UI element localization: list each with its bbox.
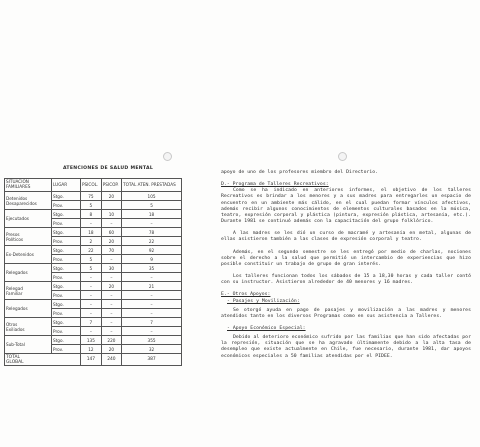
row-lugar: Stgo. bbox=[52, 264, 81, 273]
paragraph: Como se ha indicado en anteriores informes, el objetivo de los talleres Recreativos es brindar a los menores y a sus madres para entregarles un espacio de encuentro en un ambiente más cálido, en el cual puedan formar vínculos afectivos, además recibir algunos conocimientos de elementos culturales basados en la música, teatro, expresión corporal y plástica (pintura, expresión plástica, artesanía, etc.). Durante 1981 se continuó además con la capacitación del grupo folklórico. bbox=[221, 188, 471, 225]
cell-psicop: – bbox=[101, 318, 121, 327]
cell-psicop: – bbox=[101, 255, 121, 264]
table-row bbox=[5, 336, 182, 345]
cell-psicol: – bbox=[81, 273, 102, 282]
cell-total: 35 bbox=[122, 264, 182, 273]
table-header-row bbox=[5, 179, 182, 192]
cell-total: – bbox=[122, 309, 182, 318]
section-heading: D.- Programa de Talleres Recreativos: bbox=[221, 182, 329, 188]
table-row bbox=[5, 318, 182, 327]
table-total-row bbox=[5, 354, 182, 366]
cell-psicol: 5 bbox=[81, 264, 102, 273]
header-total: TOTAL ATEN. PRESTADAS bbox=[122, 179, 182, 192]
paragraph: A las madres se les dió un curso de macramé y artesanía en metal, algunas de ellas asistieron también a las clases de expresión corporal y teatro. bbox=[221, 231, 471, 243]
cell-total: – bbox=[122, 327, 182, 336]
cell-psicop: – bbox=[101, 309, 121, 318]
total-global: 387 bbox=[122, 354, 182, 366]
row-lugar: Stgo. bbox=[52, 318, 81, 327]
table-row bbox=[5, 300, 182, 309]
row-lugar: Stgo. bbox=[52, 210, 81, 219]
cell-psicop: 20 bbox=[101, 345, 121, 354]
row-lugar: Prov. bbox=[52, 327, 81, 336]
cell-psicop: 220 bbox=[101, 336, 121, 345]
sub-heading: - Pasajes y Movilización: bbox=[227, 298, 300, 304]
row-lugar: Stgo. bbox=[52, 282, 81, 291]
cell-psicop: 10 bbox=[101, 210, 121, 219]
section-heading: E.- Otros Apoyos: bbox=[221, 292, 271, 298]
total-psicol: 147 bbox=[81, 354, 102, 366]
row-lugar: Prov. bbox=[52, 273, 81, 282]
paragraph: Debido al deterioro económico sufrido por las familias que han sido afectadas por la represión, situación que se ha agravado últimamente debido a la alta tasa de desempleo que existe actualmente en Chile, fue necesario, durante 1981, dar apoyos económicos especiales a 50 familias atendidas por el PIDEE. bbox=[221, 335, 471, 359]
cell-psicop: – bbox=[101, 327, 121, 336]
cell-psicol: 75 bbox=[81, 192, 102, 201]
row-lugar: Prov. bbox=[52, 237, 81, 246]
paragraph: apoyo de uno de los profesores miembro del Directorio. bbox=[221, 170, 379, 175]
row-label: Presos Políticos bbox=[5, 228, 52, 246]
total-psicop: 240 bbox=[101, 354, 121, 366]
row-label: Relegados bbox=[5, 300, 52, 318]
cell-psicol: – bbox=[81, 327, 102, 336]
cell-total: 9 bbox=[122, 255, 182, 264]
cell-psicop: 60 bbox=[101, 228, 121, 237]
cell-psicol: 5 bbox=[81, 201, 102, 210]
cell-psicop: – bbox=[101, 219, 121, 228]
paragraph: Además, en el segundo semestre se les entregó por medio de charlas, nociones sobre el derecho a la salud que permitió un intercambio de experiencias que hizo posible constituir un trabajo de grupo de gran interés. bbox=[221, 249, 471, 267]
cell-psicol: 22 bbox=[81, 246, 102, 255]
cell-psicol: 5 bbox=[81, 255, 102, 264]
cell-psicop bbox=[101, 201, 121, 210]
cell-psicol: – bbox=[81, 309, 102, 318]
header-psicop: PSICOP. bbox=[101, 179, 121, 192]
cell-total: 22 bbox=[122, 237, 182, 246]
cell-total: 92 bbox=[122, 246, 182, 255]
cell-total: 5 bbox=[122, 201, 182, 210]
cell-total: 32 bbox=[122, 345, 182, 354]
cell-psicol: 135 bbox=[81, 336, 102, 345]
paragraph: Los talleres funcionan todos los sábados de 15 a 18,30 horas y cada taller contó con su instructor. Asistieron alrededor de 40 menores y 16 madres. bbox=[221, 274, 471, 286]
row-label: Relegados bbox=[5, 264, 52, 282]
total-label: TOTAL GLOBAL bbox=[5, 354, 81, 366]
row-lugar: Prov. bbox=[52, 219, 81, 228]
cell-total: – bbox=[122, 291, 182, 300]
punch-hole bbox=[338, 152, 347, 161]
punch-hole bbox=[163, 152, 172, 161]
cell-psicol: 2 bbox=[81, 237, 102, 246]
table-row bbox=[5, 282, 182, 291]
cell-psicol: 8 bbox=[81, 210, 102, 219]
cell-total: 355 bbox=[122, 336, 182, 345]
cell-psicop: 20 bbox=[101, 282, 121, 291]
cell-psicop: – bbox=[101, 300, 121, 309]
row-lugar: Prov. bbox=[52, 201, 81, 210]
table-title: ATENCIONES DE SALUD MENTAL bbox=[62, 166, 154, 171]
header-situacion: SITUACION FAMILIARES bbox=[5, 179, 52, 192]
cell-psicop: 30 bbox=[101, 264, 121, 273]
cell-psicop: 20 bbox=[101, 192, 121, 201]
report-text bbox=[221, 170, 471, 366]
cell-total: – bbox=[122, 300, 182, 309]
row-lugar: Stgo. bbox=[52, 300, 81, 309]
row-label: Ex-Detenidos bbox=[5, 246, 52, 264]
row-label: Ejecutados bbox=[5, 210, 52, 228]
table-row bbox=[5, 246, 182, 255]
cell-psicol: – bbox=[81, 219, 102, 228]
table-row bbox=[5, 228, 182, 237]
header-psicol: PSICOL. bbox=[81, 179, 102, 192]
cell-total: 105 bbox=[122, 192, 182, 201]
cell-total: – bbox=[122, 219, 182, 228]
sub-heading: - Apoyo Económico Especial: bbox=[227, 325, 306, 331]
cell-psicop: 20 bbox=[101, 237, 121, 246]
cell-total: – bbox=[122, 273, 182, 282]
row-lugar: Stgo. bbox=[52, 228, 81, 237]
row-label: Relegad Familiar bbox=[5, 282, 52, 300]
row-lugar: Stgo. bbox=[52, 336, 81, 345]
cell-total: 7 bbox=[122, 318, 182, 327]
row-lugar: Stgo. bbox=[52, 192, 81, 201]
cell-psicol: – bbox=[81, 282, 102, 291]
row-lugar: Prov. bbox=[52, 309, 81, 318]
mental-health-table bbox=[4, 178, 182, 366]
cell-psicol: 12 bbox=[81, 345, 102, 354]
row-lugar: Prov. bbox=[52, 291, 81, 300]
cell-psicol: 18 bbox=[81, 228, 102, 237]
cell-total: 78 bbox=[122, 228, 182, 237]
table-row bbox=[5, 264, 182, 273]
cell-total: 18 bbox=[122, 210, 182, 219]
paragraph: Se otorgó ayuda en pago de pasajes y movilización a las madres y menores atendidos tanto en los diversos Programas como en sus asistencia a Talleres. bbox=[221, 307, 471, 319]
cell-psicol: – bbox=[81, 291, 102, 300]
table-row bbox=[5, 192, 182, 201]
cell-psicop: – bbox=[101, 273, 121, 282]
row-lugar: Stgo. bbox=[52, 246, 81, 255]
row-label: Sub-Total bbox=[5, 336, 52, 354]
row-label: Otros Exiliados bbox=[5, 318, 52, 336]
cell-psicop: 70 bbox=[101, 246, 121, 255]
table-row bbox=[5, 210, 182, 219]
cell-psicol: – bbox=[81, 300, 102, 309]
row-lugar: Prov. bbox=[52, 255, 81, 264]
cell-psicol: 7 bbox=[81, 318, 102, 327]
row-label: Detenidos Desaparecidos bbox=[5, 192, 52, 210]
header-lugar: LUGAR bbox=[52, 179, 81, 192]
cell-psicop: – bbox=[101, 291, 121, 300]
cell-total: 21 bbox=[122, 282, 182, 291]
row-lugar: Prov. bbox=[52, 345, 81, 354]
